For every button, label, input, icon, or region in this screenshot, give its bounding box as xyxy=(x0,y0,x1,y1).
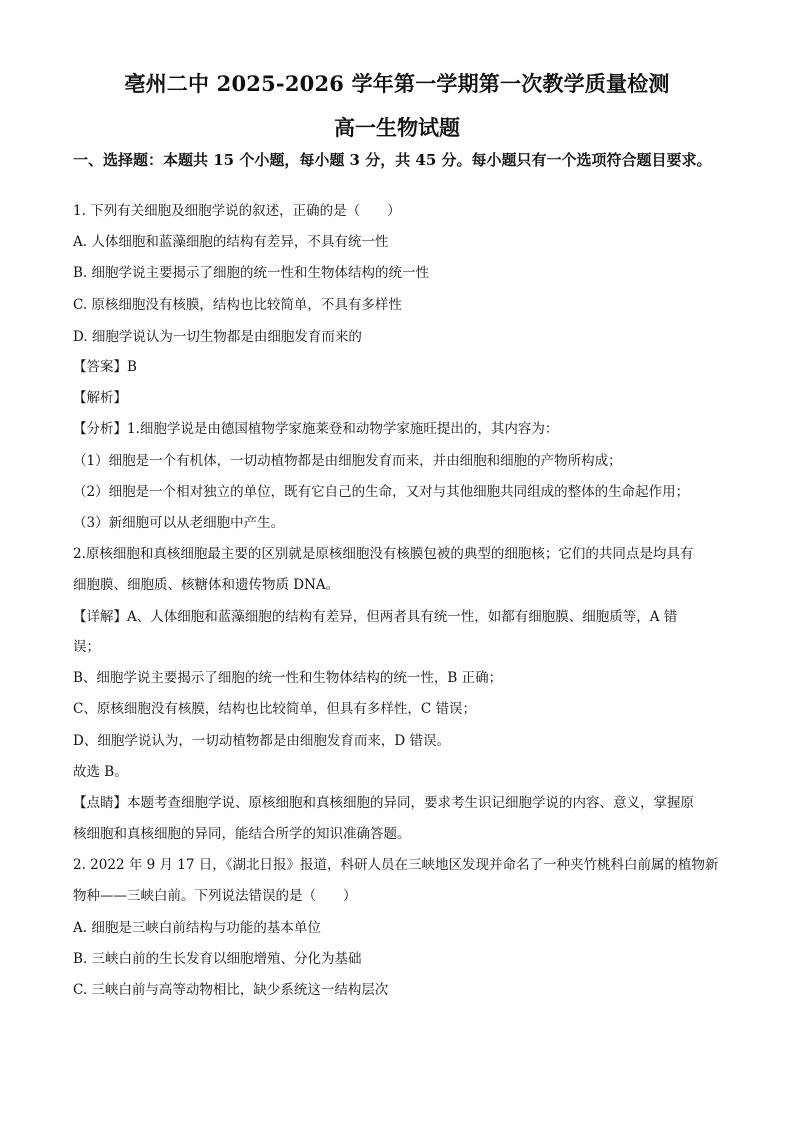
analysis-line: 【详解】A、人体细胞和蓝藻细胞的结构有差异，但两者具有统一性，如都有细胞膜、细胞质等，A 错 xyxy=(73,609,678,625)
analysis-line: （3）新细胞可以从老细胞中产生。 xyxy=(73,515,285,531)
question-1-answer: 【答案】B xyxy=(73,359,137,375)
analysis-line: D、细胞学说认为，一切动植物都是由细胞发育而来，D 错误。 xyxy=(73,733,450,749)
question-2-option-a: A. 细胞是三峡白前结构与功能的基本单位 xyxy=(73,920,321,936)
analysis-line: B、细胞学说主要揭示了细胞的统一性和生物体结构的统一性，B 正确； xyxy=(73,670,503,686)
question-1-option-d: D. 细胞学说认为一切生物都是由细胞发育而来的 xyxy=(73,329,362,345)
question-1-option-a: A. 人体细胞和蓝藻细胞的结构有差异，不具有统一性 xyxy=(73,234,389,250)
question-2-option-b: B. 三峡白前的生长发育以细胞增殖、分化为基础 xyxy=(73,951,362,967)
question-2-stem-line-2: 物种——三峡白前。下列说法错误的是（ ） xyxy=(73,888,357,904)
page-title: 亳州二中 2025-2026 学年第一学期第一次教学质量检测 xyxy=(124,71,670,96)
page-subtitle: 高一生物试题 xyxy=(334,115,460,140)
analysis-line: （1）细胞是一个有机体，一切动植物都是由细胞发育而来，并由细胞和细胞的产物所构成； xyxy=(73,453,622,469)
question-2-stem-line-1: 2. 2022 年 9 月 17 日，《湖北日报》报道，科研人员在三峡地区发现并命名了一种夹竹桃科白前属的植物新 xyxy=(73,857,719,873)
analysis-line: 【分析】1.细胞学说是由德国植物学家施莱登和动物学家施旺提出的，其内容为： xyxy=(73,421,559,437)
analysis-line: 核细胞和真核细胞的异同，能结合所学的知识准确答题。 xyxy=(73,826,411,842)
question-1-option-c: C. 原核细胞没有核膜，结构也比较简单，不具有多样性 xyxy=(73,297,402,313)
analysis-line: 【点睛】本题考查细胞学说、原核细胞和真核细胞的异同，要求考生识记细胞学说的内容、意义，掌握原 xyxy=(73,795,694,811)
question-1-analysis-tag: 【解析】 xyxy=(73,390,127,406)
question-1-option-b: B. 细胞学说主要揭示了细胞的统一性和生物体结构的统一性 xyxy=(73,265,430,281)
section-heading: 一、选择题：本题共 15 个小题，每小题 3 分，共 45 分。每小题只有一个选项符合题目要求。 xyxy=(73,151,712,169)
analysis-line: （2）细胞是一个相对独立的单位，既有它自己的生命，又对与其他细胞共同组成的整体的生命起作用； xyxy=(73,484,690,500)
analysis-line: 误； xyxy=(73,639,100,655)
question-1-stem: 1. 下列有关细胞及细胞学说的叙述，正确的是（ ） xyxy=(73,203,401,219)
question-2-option-c: C. 三峡白前与高等动物相比，缺少系统这一结构层次 xyxy=(73,982,389,998)
analysis-line: 故选 B。 xyxy=(73,764,128,780)
analysis-line: C、原核细胞没有核膜，结构也比较简单，但具有多样性，C 错误； xyxy=(73,701,476,717)
analysis-line: 2.原核细胞和真核细胞最主要的区别就是原核细胞没有核膜包被的典型的细胞核；它们的共同点是均具有 xyxy=(73,546,694,562)
analysis-line: 细胞膜、细胞质、核糖体和遗传物质 DNA。 xyxy=(73,577,340,593)
